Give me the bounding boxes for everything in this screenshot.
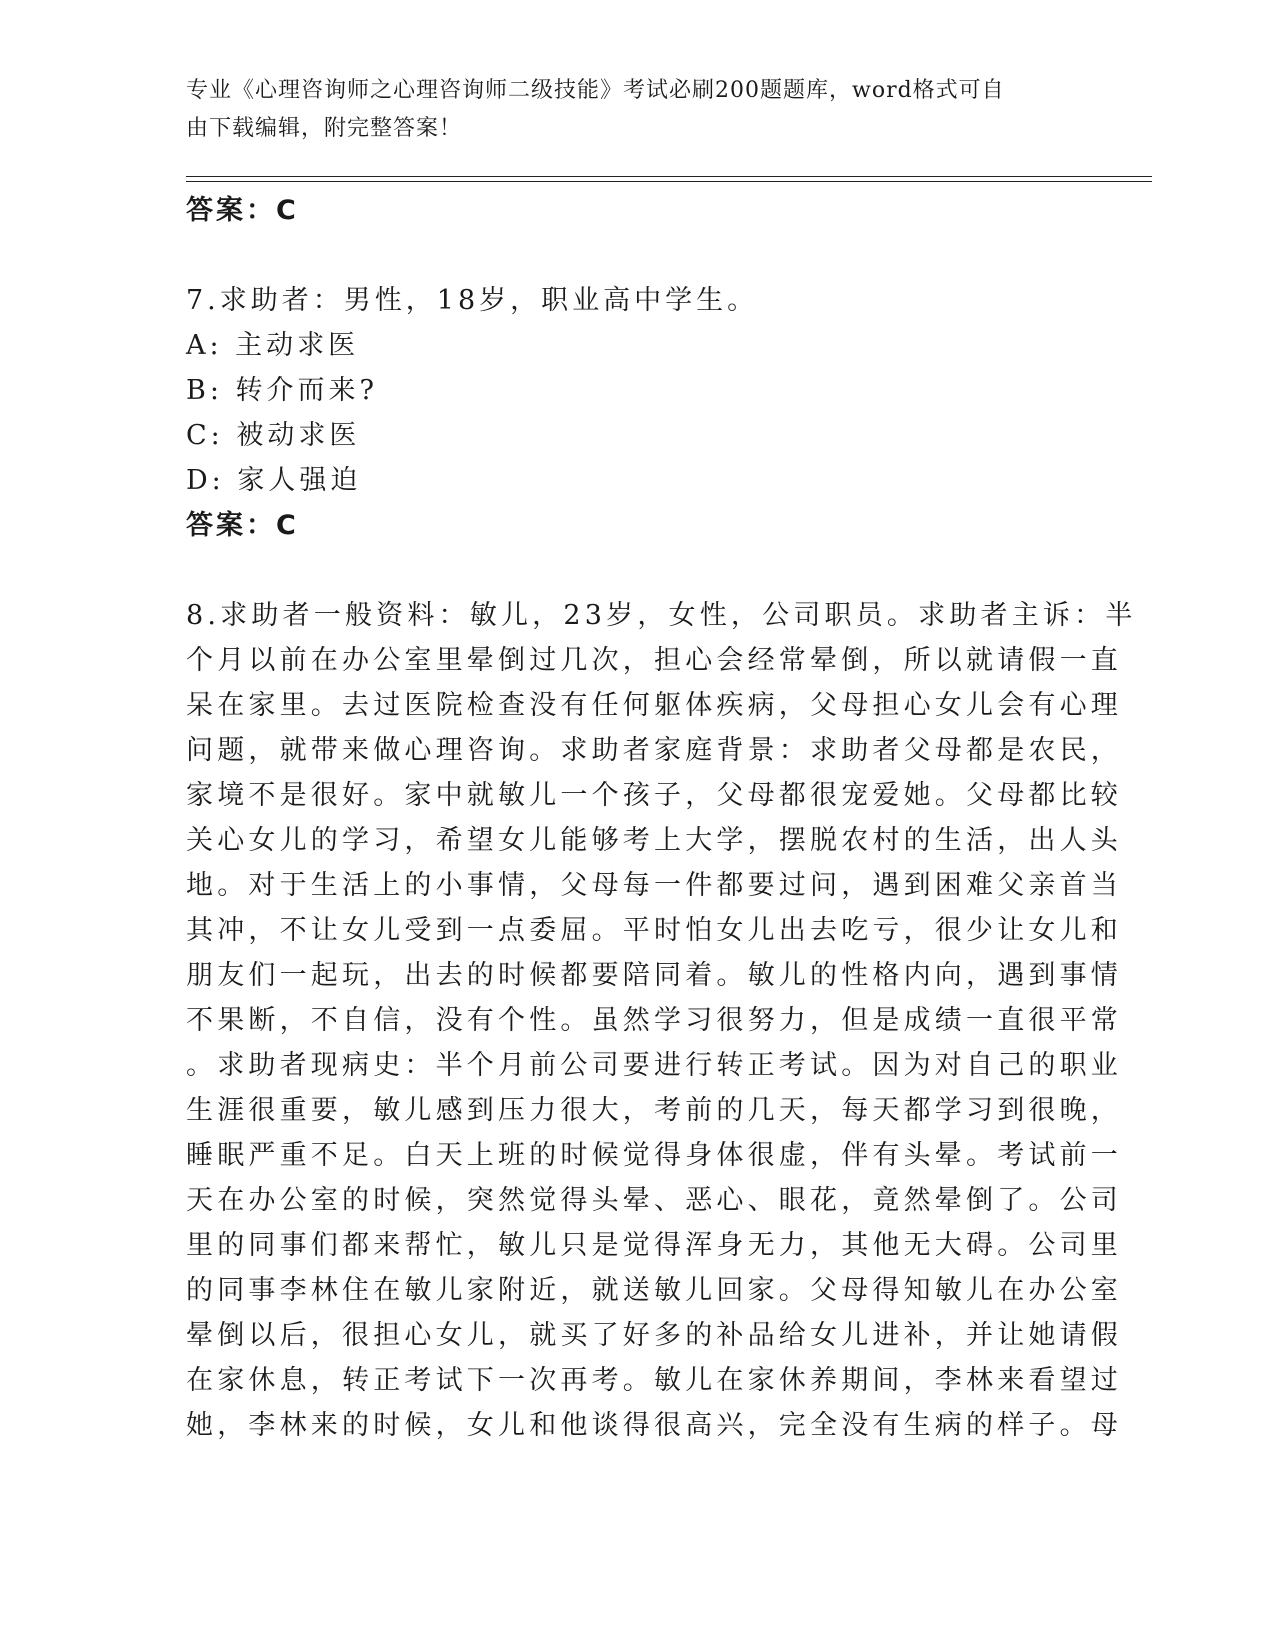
question-8-line: 关心女儿的学习，希望女儿能够考上大学，摆脱农村的生活，出人头 (186, 825, 1122, 856)
question-8-line: 在家休息，转正考试下一次再考。敏儿在家休养期间，李林来看望过 (186, 1365, 1122, 1396)
question-7-answer: 答案：C (186, 510, 299, 541)
question-8-line: 天在办公室的时候，突然觉得头晕、恶心、眼花，竟然晕倒了。公司 (186, 1185, 1122, 1216)
question-8-line: 不果断，不自信，没有个性。虽然学习很努力，但是成绩一直很平常 (186, 1005, 1122, 1036)
question-8-line: 生涯很重要，敏儿感到压力很大，考前的几天，每天都学习到很晚， (186, 1095, 1122, 1126)
question-7-option-a: A: 主动求医 (186, 330, 360, 361)
question-7-option-b: B: 转介而来? (186, 375, 378, 406)
question-8-line: 8.求助者一般资料：敏儿，23岁，女性，公司职员。求助者主诉：半 (186, 600, 1137, 631)
question-8-line: 晕倒以后，很担心女儿，就买了好多的补品给女儿进补，并让她请假 (186, 1320, 1122, 1351)
question-8-line: 家境不是很好。家中就敏儿一个孩子，父母都很宠爱她。父母都比较 (186, 780, 1122, 811)
header-line-1: 专业《心理咨询师之心理咨询师二级技能》考试必刷200题题库，word格式可自 (186, 78, 1005, 103)
question-7-option-d: D: 家人强迫 (186, 465, 362, 496)
question-8-line: 个月以前在办公室里晕倒过几次，担心会经常晕倒，所以就请假一直 (186, 645, 1122, 676)
page-header (186, 72, 1066, 148)
question-8-line: 。求助者现病史：半个月前公司要进行转正考试。因为对自己的职业 (186, 1050, 1122, 1081)
question-8 (186, 593, 1137, 1448)
header-line-2: 由下载编辑，附完整答案！ (186, 116, 463, 141)
document-body (186, 188, 1137, 1448)
spacer (186, 548, 1066, 593)
spacer (186, 233, 1066, 278)
question-7 (186, 278, 1066, 548)
question-8-line: 睡眠严重不足。白天上班的时候觉得身体很虚，伴有头晕。考试前一 (186, 1140, 1122, 1171)
question-8-line: 的同事李林住在敏儿家附近，就送敏儿回家。父母得知敏儿在办公室 (186, 1275, 1122, 1306)
header-double-rule (186, 176, 1152, 182)
previous-answer: 答案：C (186, 195, 299, 226)
question-8-line: 朋友们一起玩，出去的时候都要陪同着。敏儿的性格内向，遇到事情 (186, 960, 1122, 991)
question-8-line: 呆在家里。去过医院检查没有任何躯体疾病，父母担心女儿会有心理 (186, 690, 1122, 721)
question-8-line: 里的同事们都来帮忙，敏儿只是觉得浑身无力，其他无大碍。公司里 (186, 1230, 1122, 1261)
question-8-line: 她，李林来的时候，女儿和他谈得很高兴，完全没有生病的样子。母 (186, 1410, 1122, 1441)
question-8-line: 问题，就带来做心理咨询。求助者家庭背景：求助者父母都是农民， (186, 735, 1122, 766)
question-8-line: 地。对于生活上的小事情，父母每一件都要过问，遇到困难父亲首当 (186, 870, 1122, 901)
question-7-option-c: C: 被动求医 (186, 420, 361, 451)
question-7-stem: 7.求助者：男性，18岁，职业高中学生。 (186, 285, 759, 316)
question-8-line: 其冲，不让女儿受到一点委屈。平时怕女儿出去吃亏，很少让女儿和 (186, 915, 1122, 946)
